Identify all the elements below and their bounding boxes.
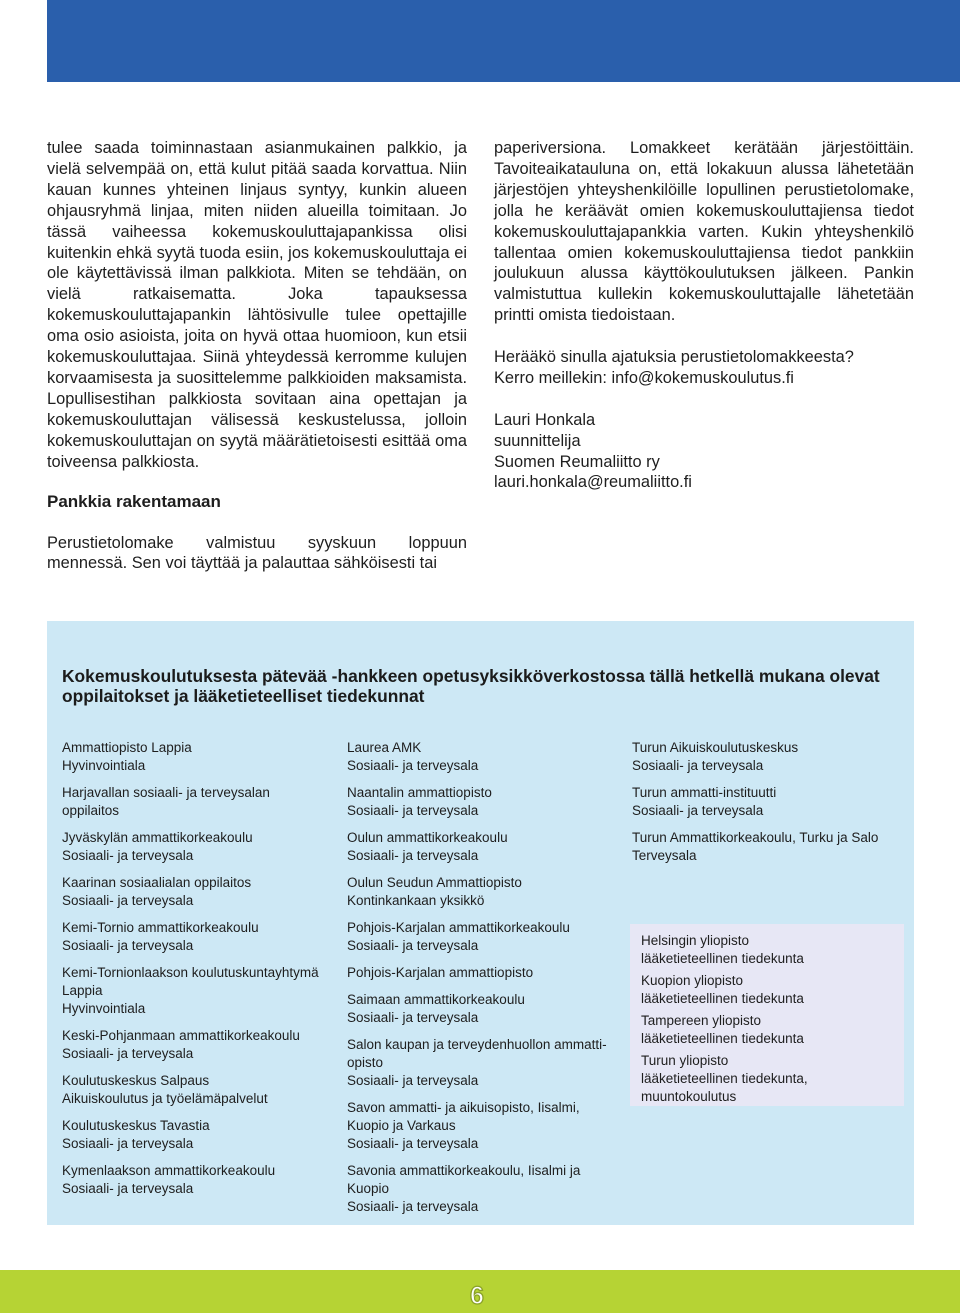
institution-name: Harjavallan sosiaali- ja terveysalan	[62, 785, 270, 800]
institution-detail: muuntokoulutus	[641, 1089, 737, 1104]
list-item	[347, 1036, 622, 1090]
institution-detail: Sosiaali- ja terveysala	[62, 938, 194, 953]
list-item	[62, 1117, 337, 1153]
institution-name: Keski-Pohjanmaan ammattikorkeakoulu	[62, 1028, 300, 1043]
institution-name: Jyväskylän ammattikorkeakoulu	[62, 830, 253, 845]
list-item	[62, 1162, 337, 1198]
institution-detail: Sosiaali- ja terveysala	[347, 1199, 479, 1214]
institution-detail: Aikuiskoulutus ja työelämäpalvelut	[62, 1091, 268, 1106]
institution-detail: Terveysala	[632, 848, 697, 863]
left-paragraph-2: Perustietolomake valmistuu syyskuun loppuun mennessä. Sen voi täyttää ja palauttaa sähköisesti tai	[47, 533, 467, 573]
list-item	[347, 874, 622, 910]
list-item	[62, 1027, 337, 1063]
list-item	[62, 784, 337, 820]
feedback-email-line: Kerro meillekin: info@kokemuskoulutus.fi	[494, 368, 794, 387]
list-item	[347, 829, 622, 865]
author-role: suunnittelija	[494, 431, 581, 450]
institution-name: Savon ammatti- ja aikuisopisto, Iisalmi,	[347, 1100, 580, 1115]
institution-name: Kaarinan sosiaalialan oppilaitos	[62, 875, 252, 890]
list-item	[641, 1012, 901, 1048]
institution-detail: lääketieteellinen tiedekunta	[641, 1031, 804, 1046]
list-item	[62, 739, 337, 775]
institution-detail: Hyvinvointiala	[62, 758, 146, 773]
list-item	[347, 964, 622, 982]
top-color-band	[47, 0, 960, 82]
list-item	[641, 932, 901, 968]
left-paragraph-1: tulee saada toiminnastaan asianmukainen palkkio, ja vielä selvempää on, että kulut pitää saada korvattua. Niin kauan kunnes yhteinen linjaus syntyy, kunkin alueen ohjausryhmä linjaa, miten niiden alueilla toimitaan. Jo tässä vaiheessa kokemuskouluttajapankissa olisi kuitenkin ehkä syytä tuoda esiin, jos kokemuskouluttaja ei ole käytettävissä ilman palkkiota. Miten se tehdään, on vielä ratkaisematta. Joka tapauksessa kokemuskouluttajapankin lähtösivulle tulee opettajille oma osio asioista, joita on hyvä ottaa huomioon, kun etsii kokemuskouluttajaa. Siinä yhteydessä kerromme kulujen korvaamisesta ja suosittelemme palkkioiden maksamista. Lopullisestihan palkkiosta sovitaan aina opettajan ja kokemuskouluttajan välisessä keskustelussa, jolloin kokemuskouluttajan on syytä määrätietoisesti esittää oma toiveensa palkkiosta.	[47, 139, 467, 471]
list-item	[347, 784, 622, 820]
right-column	[494, 138, 914, 493]
institution-list-a	[62, 739, 337, 1207]
author-name: Lauri Honkala	[494, 410, 596, 429]
institution-name: Koulutuskeskus Tavastia	[62, 1118, 210, 1133]
institution-detail: Sosiaali- ja terveysala	[632, 803, 764, 818]
list-item	[641, 972, 901, 1008]
institution-detail: oppilaitos	[62, 803, 120, 818]
right-paragraph-1: paperiversiona. Lomakkeet kerätään järjestöittäin. Tavoiteaikatauluna on, että lokakuun alussa lähetetään järjestöjen yhteyshenkilöille lopullinen perustietolomake, jolla he keräävät omien kokemuskouluttajiensa tiedot kokemuskouluttajapankkia varten. Kukin yhteyshenkilö tallentaa omien kokemuskouluttajiensa tiedot pankkiin joulukuun alussa käyttökoulutuksen jälkeen. Pankin valmistuttua kullekin kokemuskouluttajalle lähetetään printti omista tiedoistaan.	[494, 139, 914, 325]
institution-name: Kemi-Tornionlaakson koulutuskuntayhtymä	[62, 965, 319, 980]
author-organization: Suomen Reumaliitto ry	[494, 452, 660, 471]
institution-name: Laurea AMK	[347, 740, 422, 755]
list-item	[632, 829, 912, 865]
institution-detail: Kontinkankaan yksikkö	[347, 893, 485, 908]
institution-detail: Lappia	[62, 983, 103, 998]
list-item	[62, 919, 337, 955]
universities-box	[630, 924, 904, 1106]
list-item	[62, 829, 337, 865]
institution-name: Tampereen yliopisto	[641, 1013, 762, 1028]
institution-list-c	[632, 739, 912, 874]
institution-name: Oulun Seudun Ammattiopisto	[347, 875, 522, 890]
list-item	[347, 1099, 622, 1153]
list-item	[62, 1072, 337, 1108]
institution-detail: Sosiaali- ja terveysala	[347, 1073, 479, 1088]
institution-detail: Kuopio	[347, 1181, 390, 1196]
institution-detail: Sosiaali- ja terveysala	[62, 1136, 194, 1151]
institution-detail: Sosiaali- ja terveysala	[632, 758, 764, 773]
list-item	[347, 919, 622, 955]
institution-detail: Sosiaali- ja terveysala	[347, 803, 479, 818]
list-item	[632, 739, 912, 775]
institution-name: Oulun ammattikorkeakoulu	[347, 830, 508, 845]
institution-detail: lääketieteellinen tiedekunta,	[641, 1071, 808, 1086]
institution-name: Turun Ammattikorkeakoulu, Turku ja Salo	[632, 830, 879, 845]
institution-detail: opisto	[347, 1055, 384, 1070]
institution-detail: Sosiaali- ja terveysala	[62, 1046, 194, 1061]
university-list	[641, 932, 901, 1110]
institution-detail: lääketieteellinen tiedekunta	[641, 991, 804, 1006]
section-heading: Pankkia rakentamaan	[47, 491, 221, 511]
author-contact	[494, 410, 914, 494]
feedback-question: Herääkö sinulla ajatuksia perustietolomakkeesta?	[494, 348, 854, 367]
list-item	[62, 964, 337, 1018]
list-item	[347, 1162, 622, 1216]
institution-detail: Sosiaali- ja terveysala	[347, 1010, 479, 1025]
list-item	[632, 784, 912, 820]
institution-detail: lääketieteellinen tiedekunta	[641, 951, 804, 966]
list-item	[347, 991, 622, 1027]
institution-detail: Sosiaali- ja terveysala	[347, 1136, 479, 1151]
institution-name: Salon kaupan ja terveydenhuollon ammatti-	[347, 1037, 607, 1052]
institution-detail: Sosiaali- ja terveysala	[62, 848, 194, 863]
institution-name: Turun yliopisto	[641, 1053, 729, 1068]
institution-name: Kuopion yliopisto	[641, 973, 744, 988]
institution-name: Saimaan ammattikorkeakoulu	[347, 992, 525, 1007]
institution-name: Kymenlaakson ammattikorkeakoulu	[62, 1163, 276, 1178]
info-box-title: Kokemuskoulutuksesta pätevää -hankkeen opetusyksikköverkostossa tällä hetkellä mukana olevat oppilaitokset ja lääketieteelliset tiedekunnat	[62, 666, 880, 706]
institution-name: Naantalin ammattiopisto	[347, 785, 492, 800]
list-item	[62, 874, 337, 910]
institution-name: Turun ammatti-instituutti	[632, 785, 777, 800]
list-item	[641, 1052, 901, 1106]
institution-detail: Hyvinvointiala	[62, 1001, 146, 1016]
left-column	[47, 138, 467, 574]
institution-name: Ammattiopisto Lappia	[62, 740, 192, 755]
institutions-info-box	[47, 621, 914, 1225]
institution-detail: Sosiaali- ja terveysala	[347, 938, 479, 953]
institution-detail: Sosiaali- ja terveysala	[62, 893, 194, 908]
institution-name: Koulutuskeskus Salpaus	[62, 1073, 210, 1088]
institution-detail: Sosiaali- ja terveysala	[62, 1181, 194, 1196]
institution-detail: Sosiaali- ja terveysala	[347, 848, 479, 863]
institution-detail: Sosiaali- ja terveysala	[347, 758, 479, 773]
institution-name: Pohjois-Karjalan ammattiopisto	[347, 965, 534, 980]
list-item	[347, 739, 622, 775]
institution-name: Helsingin yliopisto	[641, 933, 750, 948]
institution-name: Turun Aikuiskoulutuskeskus	[632, 740, 799, 755]
institution-name: Kemi-Tornio ammattikorkeakoulu	[62, 920, 259, 935]
page-number: 6	[470, 1282, 484, 1310]
institution-name: Savonia ammattikorkeakoulu, Iisalmi ja	[347, 1163, 581, 1178]
institution-list-b	[347, 739, 622, 1225]
institution-name: Pohjois-Karjalan ammattikorkeakoulu	[347, 920, 570, 935]
institution-detail: Kuopio ja Varkaus	[347, 1118, 456, 1133]
author-email: lauri.honkala@reumaliitto.fi	[494, 473, 692, 492]
